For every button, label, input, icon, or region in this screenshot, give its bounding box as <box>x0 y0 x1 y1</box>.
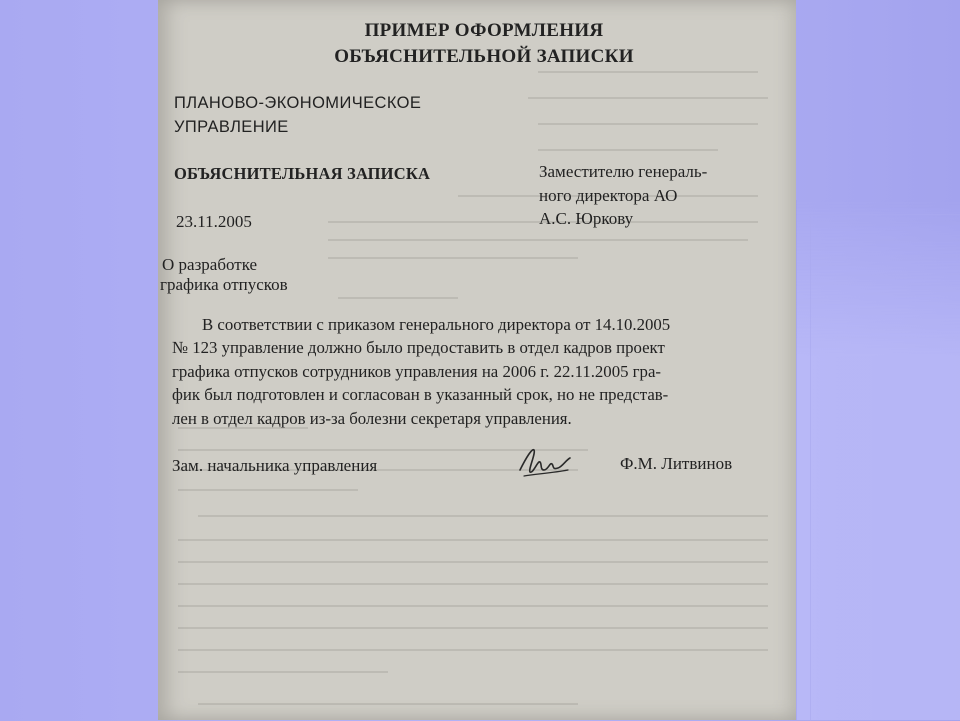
body-line: № 123 управление должно было предоставить в отдел кадров проект <box>172 338 665 358</box>
body-line: лен в отдел кадров из-за болезни секретаря управления. <box>172 408 572 428</box>
page-title-line2: ОБЪЯСНИТЕЛЬНОЙ ЗАПИСКИ <box>334 46 634 67</box>
signature-mark <box>516 440 576 484</box>
document-body <box>172 313 766 430</box>
document-subject-line1: О разработке <box>162 255 258 274</box>
department-line2: УПРАВЛЕНИЕ <box>174 118 289 136</box>
page-title-line1: ПРИМЕР ОФОРМЛЕНИЯ <box>364 20 604 41</box>
addressee-line1: Заместителю генераль- <box>539 162 708 181</box>
addressee-line3: А.С. Юркову <box>539 209 634 228</box>
signatory-position: Зам. начальника управления <box>172 456 378 475</box>
slide-decoration-frame <box>810 214 960 721</box>
addressee-line2: ного директора АО <box>539 186 678 205</box>
document-subject-line2: графика отпусков <box>160 275 288 294</box>
body-line: В соответствии с приказом генерального директора от 14.10.2005 <box>202 315 671 334</box>
document-page <box>158 0 796 720</box>
body-line: фик был подготовлен и согласован в указанный срок, но не представ- <box>172 385 669 405</box>
department-line1: ПЛАНОВО-ЭКОНОМИЧЕСКОЕ <box>174 94 422 112</box>
document-date: 23.11.2005 <box>176 212 252 231</box>
signatory-name: Ф.М. Литвинов <box>620 454 733 473</box>
document-type: ОБЪЯСНИТЕЛЬНАЯ ЗАПИСКА <box>174 164 431 183</box>
body-line: графика отпусков сотрудников управления на 2006 г. 22.11.2005 гра- <box>172 361 661 381</box>
